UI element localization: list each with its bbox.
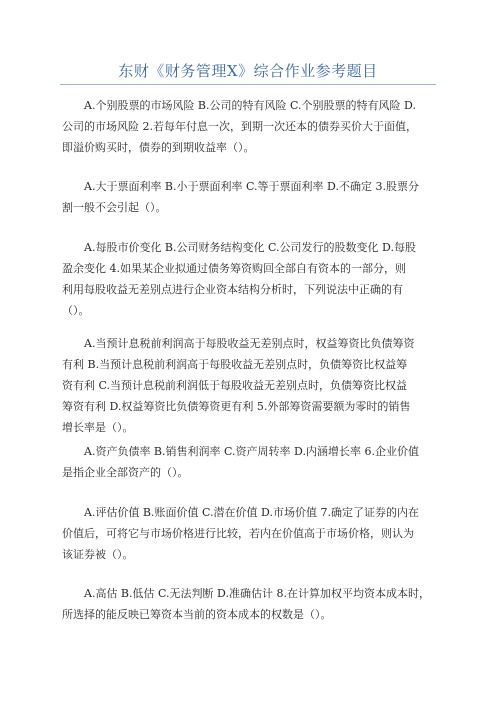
title-divider xyxy=(60,84,436,85)
text-line: 是指企业全部资产的（）。 xyxy=(62,466,189,479)
text-line: A.当预计息税前利润高于每股收益无差别点时，权益筹资比负债筹资 xyxy=(84,337,415,350)
text-line: 盈余变化 4.如果某企业拟通过债务筹资购回全部自有资本的一部分，则 xyxy=(62,262,406,275)
paragraph-4 xyxy=(62,333,448,438)
paragraph-5 xyxy=(62,441,448,483)
text-line: 所选择的能反映已筹资本当前的资本成本的权数是（）。 xyxy=(62,608,332,621)
text-line: 增长率是（）。 xyxy=(62,421,134,434)
text-line: A.个别股票的市场风险 B.公司的特有风险 C.个别股票的特有风险 D. xyxy=(84,99,416,112)
text-line: 割一般不会引起（）。 xyxy=(62,201,167,214)
text-line: 资有利 C.当预计息税前利润低于每股收益无差别点时，负债筹资比权益 xyxy=(62,379,408,392)
text-line: A.每股市价变化 B.公司财务结构变化 C.公司发行的股数变化 D.每股 xyxy=(84,241,416,254)
document-title: 东财《财务管理X》综合作业参考题目 xyxy=(118,62,378,80)
text-line: 公司的市场风险 2.若每年付息一次，到期一次还本的债券买价大于面值， xyxy=(62,120,417,133)
text-line: 价值后，可将它与市场价格进行比较，若内在价值高于市场价格，则认为 xyxy=(62,527,414,540)
paragraph-1 xyxy=(62,95,448,158)
text-line: 有利 B.当预计息税前利润高于每股收益无差别点时，负债筹资比权益筹 xyxy=(62,358,408,371)
text-line: A.资产负债率 B.销售利润率 C.资产周转率 D.内涵增长率 6.企业价值 xyxy=(84,445,419,458)
text-line: 该证券被（）。 xyxy=(62,548,134,561)
paragraph-2 xyxy=(62,176,448,218)
text-line: （）。 xyxy=(62,304,90,317)
text-line: 筹资有利 D.权益筹资比负债筹资更有利 5.外部筹资需要额为零时的销售 xyxy=(62,400,411,413)
text-line: A.大于票面利率 B.小于票面利率 C.等于票面利率 D.不确定 3.股票分 xyxy=(84,180,419,193)
text-line: 利用每股收益无差别点进行企业资本结构分析时，下列说法中正确的有 xyxy=(62,283,403,296)
paragraph-6 xyxy=(62,502,448,565)
text-line: A.高估 B.低估 C.无法判断 D.准确估计 8.在计算加权平均资本成本时， xyxy=(84,587,430,600)
paragraph-3 xyxy=(62,237,448,321)
paragraph-7 xyxy=(62,583,448,625)
text-line: 即溢价购买时，债券的到期收益率（）。 xyxy=(62,141,255,154)
text-line: A.评估价值 B.账面价值 C.潜在价值 D.市场价值 7.确定了证券的内在 xyxy=(84,506,419,519)
